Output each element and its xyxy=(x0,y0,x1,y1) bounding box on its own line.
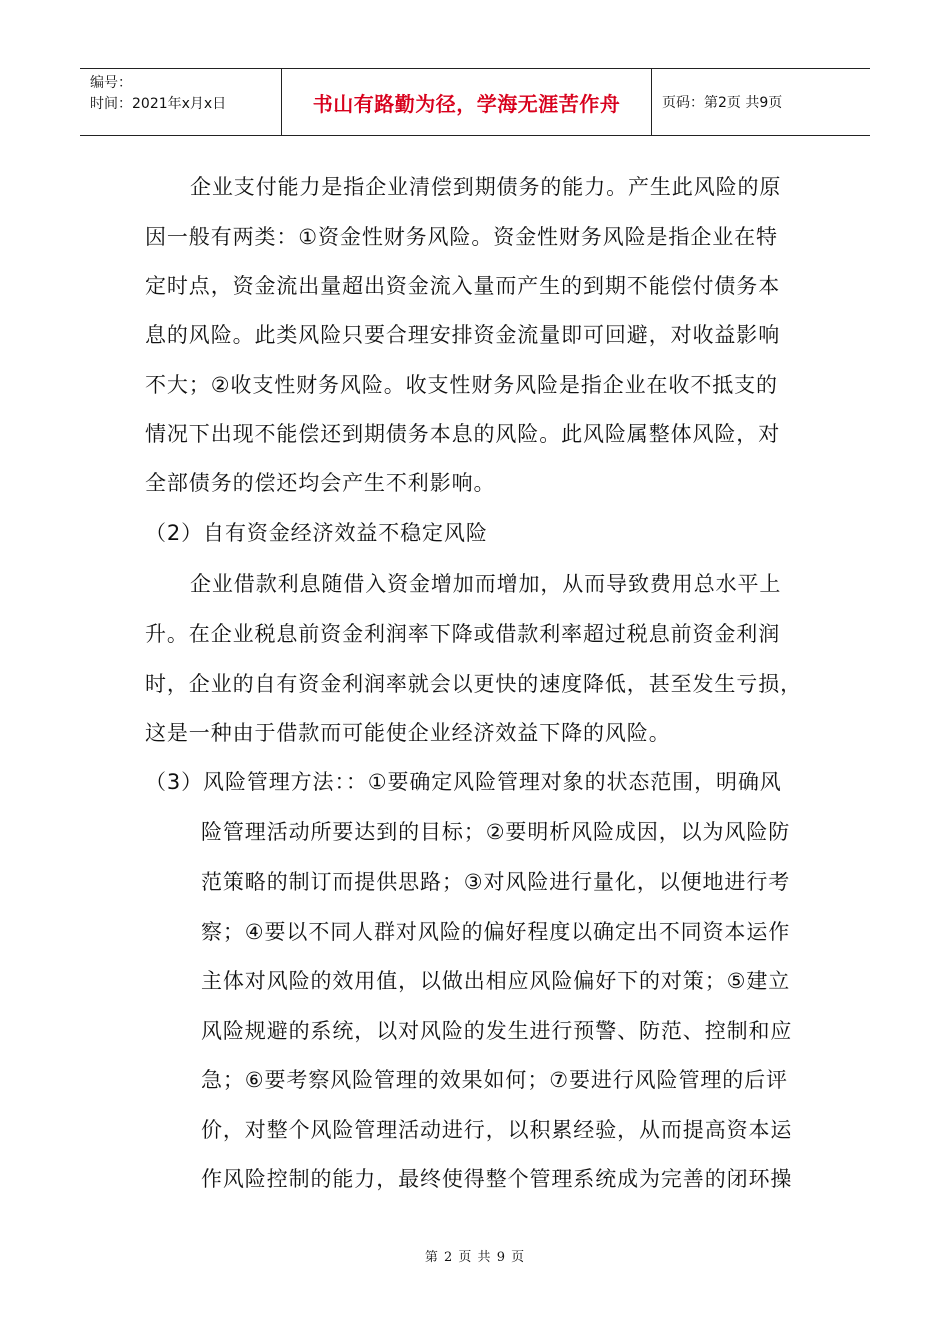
paragraph-line: 企业支付能力是指企业清偿到期债务的能力。产生此风险的原 xyxy=(190,175,782,199)
paragraph-line: 情况下出现不能偿还到期债务本息的风险。此风险属整体风险，对 xyxy=(145,422,781,446)
paragraph-line: 范策略的制订而提供思路；③对风险进行量化，以便地进行考 xyxy=(201,870,791,894)
paragraph-line: 价，对整个风险管理活动进行，以积累经验，从而提高资本运 xyxy=(201,1118,793,1142)
paragraph-line: 时，企业的自有资金利润率就会以更快的速度降低，甚至发生亏损， xyxy=(145,672,802,696)
header-page-info: 页码：第2页 共9页 xyxy=(662,95,783,111)
paragraph-line: 风险规避的系统，以对风险的发生进行预警、防范、控制和应 xyxy=(201,1019,793,1043)
paragraph-line: 察；④要以不同人群对风险的偏好程度以确定出不同资本运作 xyxy=(201,920,791,944)
paragraph-line: 全部债务的偿还均会产生不利影响。 xyxy=(145,471,496,495)
header-meta-cell xyxy=(80,69,282,135)
paragraph-line: 不大；②收支性财务风险。收支性财务风险是指企业在收不抵支的 xyxy=(145,373,778,397)
section-heading: （2）自有资金经济效益不稳定风险 xyxy=(145,521,488,545)
document-number-label: 编号： xyxy=(90,75,132,91)
paragraph-line: 因一般有两类：①资金性财务风险。资金性财务风险是指企业在特 xyxy=(145,225,778,249)
paragraph-line: 这是一种由于借款而可能使企业经济效益下降的风险。 xyxy=(145,721,671,745)
paragraph-line: 定时点，资金流出量超出资金流入量而产生的到期不能偿付债务本 xyxy=(145,274,781,298)
paragraph-line: 急；⑥要考察风险管理的效果如何；⑦要进行风险管理的后评 xyxy=(201,1068,788,1092)
paragraph-line: 企业借款利息随借入资金增加而增加，从而导致费用总水平上 xyxy=(190,572,782,596)
document-date: 时间：2021年x月x日 xyxy=(90,96,227,112)
paragraph-line: 主体对风险的效用值，以做出相应风险偏好下的对策；⑤建立 xyxy=(201,969,791,993)
paragraph-line: （3）风险管理方法：：①要确定风险管理对象的状态范围，明确风 xyxy=(145,770,782,794)
header-motto: 书山有路勤为径，学海无涯苦作舟 xyxy=(282,69,652,135)
paragraph-line: 升。在企业税息前资金利润率下降或借款利率超过税息前资金利润 xyxy=(145,622,781,646)
paragraph-line: 息的风险。此类风险只要合理安排资金流量即可回避，对收益影响 xyxy=(145,323,781,347)
paragraph-line: 险管理活动所要达到的目标；②要明析风险成因，以为风险防 xyxy=(201,820,791,844)
page-header xyxy=(80,68,870,136)
page-footer: 第 2 页 共 9 页 xyxy=(424,1250,526,1265)
paragraph-line: 作风险控制的能力，最终使得整个管理系统成为完善的闭环操 xyxy=(201,1167,793,1191)
